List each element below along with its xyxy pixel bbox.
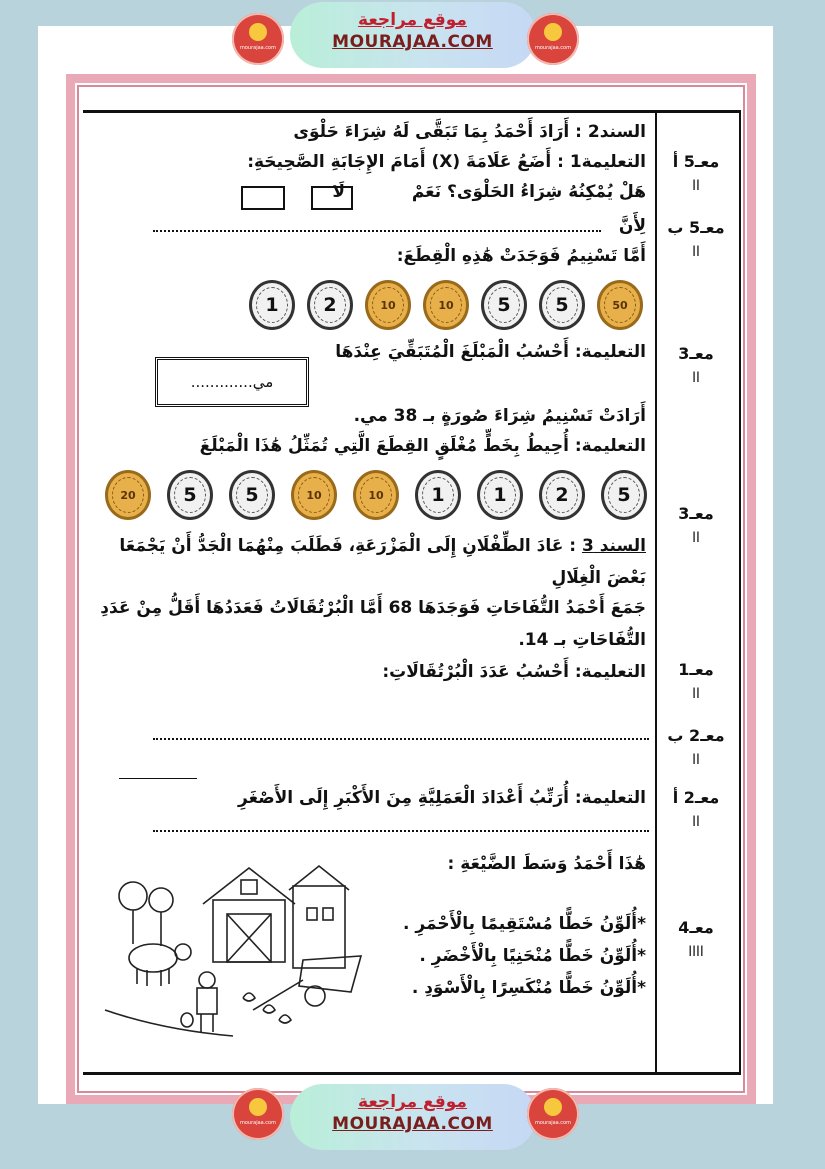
coin-value: 10 [380, 298, 396, 312]
cow [129, 944, 177, 972]
instruction-4: التعليمة: أَحْسُبُ عَدَدَ الْبُرْتُقَالَاتِ: [382, 662, 646, 682]
site-title-ar-bottom[interactable]: موقع مراجعة [358, 1092, 467, 1112]
sanad2-line [293, 118, 646, 146]
instruction-5: التعليمة: أُرَتِّبُ أَعْدَادَ الْعَمَلِيَّةِ مِنَ الأَكْبَرِ إِلَى الأَصْغَرِ [238, 788, 646, 808]
instruction-1: التعليمة1 : أَضَعُ عَلَامَةَ (X) أَمَامَ الإِجَابَةِ الصَّحِيحَةِ: [247, 152, 646, 172]
question-text: هَلْ يُمْكِنُهُ شِرَاءُ الحَلْوَى؟ [447, 182, 646, 202]
coin-5[interactable] [481, 280, 527, 330]
site-logo-left-bottom: mourajaa.com [232, 1088, 284, 1140]
because-label: لِأَنَّ [618, 216, 646, 236]
criterion-2: معـ5 ب اا [667, 218, 725, 260]
margin-divider [655, 110, 657, 1072]
coin-1[interactable] [415, 470, 461, 520]
barn-roof [203, 868, 295, 904]
criterion-3: معـ3 اا [678, 344, 714, 386]
sanad2-label: السند2 [587, 122, 646, 142]
coin-value: 5 [245, 484, 259, 506]
criterion-1: معـ5 أ اا [672, 152, 720, 194]
coin-value: 1 [493, 484, 507, 506]
coin-value: 5 [183, 484, 197, 506]
coin-10[interactable] [353, 470, 399, 520]
site-title-en-bottom[interactable]: MOURAJAA.COM [332, 1114, 493, 1134]
farmer-head [199, 972, 215, 988]
coin-5[interactable] [167, 470, 213, 520]
sanad3-text: : عَادَ الطِّفْلَانِ إِلَى الْمَزْرَعَةِ، فَطَلَبَ مِنْهُمَا الْجَدُّ أَنْ يَجْمَعَا [119, 536, 577, 556]
question-line [412, 178, 646, 206]
site-logo-right-bottom: mourajaa.com [527, 1088, 579, 1140]
site-title-ar[interactable]: موقع مراجعة [358, 10, 467, 30]
tasnim-line: أَمَّا تَسْنِيمُ فَوَجَدَتْ هَٰذِهِ الْقِطَعَ: [396, 246, 646, 266]
coin-1[interactable] [477, 470, 523, 520]
site-logo-right: mourajaa.com [527, 13, 579, 65]
task-curved-line: *أُلَوِّنُ خَطًّا مُنْحَنِيًا بِالْأَخْضَرِ . [419, 946, 646, 966]
barn-body [213, 900, 285, 962]
coin-50[interactable] [597, 280, 643, 330]
sanad3-text-2: بَعْضَ الْغِلَالِ [551, 568, 646, 588]
sanad2-text: : أَرَادَ أَحْمَدُ بِمَا تَبَقَّى لَهُ شِرَاءَ حَلْوَى [293, 122, 582, 142]
coin-value: 5 [497, 294, 511, 316]
oranges-answer-line[interactable] [153, 738, 649, 740]
remaining-amount-box[interactable]: مي............. [155, 357, 309, 407]
coin-value: 50 [612, 298, 628, 312]
bottom-rule [83, 1072, 741, 1075]
coin-value: 10 [368, 488, 384, 502]
criterion-5: معـ1 اا [678, 660, 714, 702]
coin-value: 1 [431, 484, 445, 506]
farm-title: هَٰذَا أَحْمَدُ وَسَطَ الضَّيْعَةِ : [447, 854, 646, 874]
instruction-3: التعليمة: أُحِيطُ بِخَطٍّ مُغْلَقٍ القِطَعَ الَّتِي تُمَثِّلُ هَٰذَا الْمَبْلَغَ [199, 436, 646, 456]
instruction-2: التعليمة: أَحْسُبُ الْمَبْلَغَ الْمُتَبَقِّيَ عِنْدَهَا [335, 342, 646, 362]
order-dotted-line[interactable] [153, 830, 649, 832]
top-rule [83, 110, 741, 113]
task-straight-line: *أُلَوِّنُ خَطًّا مُسْتَقِيمًا بِالْأَحْمَرِ . [403, 914, 646, 934]
right-rule [739, 110, 741, 1072]
because-answer-line[interactable] [153, 230, 601, 232]
no-label: لَا [332, 182, 345, 202]
coin-10[interactable] [423, 280, 469, 330]
coin-1[interactable] [249, 280, 295, 330]
exercise-sheet [83, 90, 741, 1090]
site-logo-left: mourajaa.com [232, 13, 284, 65]
site-banner-bottom[interactable] [290, 1084, 536, 1150]
coin-10[interactable] [365, 280, 411, 330]
cart [299, 956, 361, 992]
coin-value: 2 [555, 484, 569, 506]
coin-5[interactable] [601, 470, 647, 520]
order-answer-line[interactable] [119, 778, 197, 779]
coin-value: 5 [617, 484, 631, 506]
criterion-8: معـ4 اااا [678, 918, 714, 960]
site-title-en[interactable]: MOURAJAA.COM [332, 32, 493, 52]
picture-line: أَرَادَتْ تَسْنِيمُ شِرَاءَ صُورَةٍ بـ 38 مي. [353, 406, 646, 426]
farm-illustration[interactable] [103, 860, 373, 1040]
coin-2[interactable] [307, 280, 353, 330]
coin-5[interactable] [229, 470, 275, 520]
coin-value: 1 [265, 294, 279, 316]
coin-value: 2 [323, 294, 337, 316]
sanad3-line [119, 532, 646, 560]
coin-value: 20 [120, 488, 136, 502]
site-banner-top[interactable] [290, 2, 536, 68]
no-checkbox[interactable] [241, 186, 285, 210]
criterion-6: معـ2 ب اا [667, 726, 725, 768]
criterion-4: معـ3 اا [678, 504, 714, 546]
coin-2[interactable] [539, 470, 585, 520]
sanad3-line-3: جَمَعَ أَحْمَدُ التُّفَاحَاتِ فَوَجَدَهَا 68 أَمَّا الْبُرْتُقَالَاتُ فَعَدَدُهَا أَقَلُّ مِنْ عَدَدِ [100, 598, 646, 618]
yes-label: نَعَمْ [411, 182, 442, 202]
sanad3-label: السند 3 [581, 536, 646, 556]
coin-10[interactable] [291, 470, 337, 520]
coin-value: 10 [438, 298, 454, 312]
coin-value: 10 [306, 488, 322, 502]
task-broken-line: *أُلَوِّنُ خَطًّا مُنْكَسِرًا بِالْأَسْوَدِ . [411, 978, 646, 998]
sanad3-line-4: التُّفَاحَاتِ بـ 14. [518, 630, 646, 650]
criterion-7: معـ2 أ اا [672, 788, 720, 830]
coin-value: 5 [555, 294, 569, 316]
coin-20[interactable] [105, 470, 151, 520]
coin-5[interactable] [539, 280, 585, 330]
